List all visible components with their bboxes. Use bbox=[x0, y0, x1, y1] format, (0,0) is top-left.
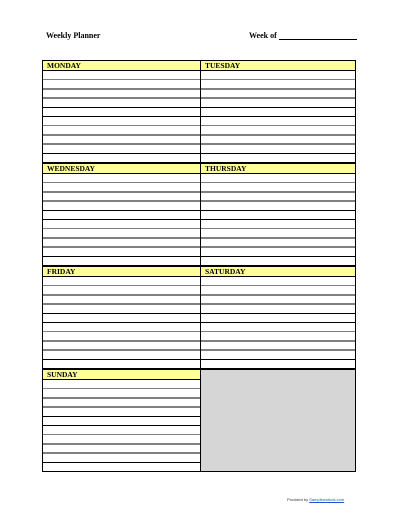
week-of-label: Week of bbox=[249, 31, 277, 40]
footer-credit bbox=[287, 497, 344, 502]
column-divider bbox=[200, 61, 201, 471]
empty-shaded-block bbox=[201, 370, 355, 471]
day-header-wednesday: WEDNESDAY bbox=[43, 164, 200, 174]
note-lines bbox=[43, 380, 200, 471]
day-block-thursday bbox=[201, 164, 355, 266]
day-block-tuesday bbox=[201, 61, 355, 163]
day-block-wednesday bbox=[43, 164, 200, 266]
note-lines bbox=[43, 174, 200, 266]
note-lines bbox=[43, 277, 200, 369]
note-lines bbox=[201, 71, 355, 163]
footer-link[interactable]: Sampleworkds.com bbox=[309, 497, 345, 502]
page-title: Weekly Planner bbox=[46, 31, 101, 40]
day-block-saturday bbox=[201, 267, 355, 369]
day-block-friday bbox=[43, 267, 200, 369]
day-header-monday: MONDAY bbox=[43, 61, 200, 71]
day-header-friday: FRIDAY bbox=[43, 267, 200, 277]
note-lines bbox=[43, 71, 200, 163]
planner-grid bbox=[42, 60, 356, 472]
day-block-sunday bbox=[43, 370, 200, 471]
day-header-tuesday: TUESDAY bbox=[201, 61, 355, 71]
day-block-monday bbox=[43, 61, 200, 163]
note-lines bbox=[201, 277, 355, 369]
week-of-field bbox=[249, 31, 357, 40]
day-header-thursday: THURSDAY bbox=[201, 164, 355, 174]
footer-prefix: Provided by bbox=[287, 497, 309, 502]
note-lines bbox=[201, 174, 355, 266]
week-of-blank-line bbox=[279, 31, 357, 40]
day-header-saturday: SATURDAY bbox=[201, 267, 355, 277]
day-header-sunday: SUNDAY bbox=[43, 370, 200, 380]
